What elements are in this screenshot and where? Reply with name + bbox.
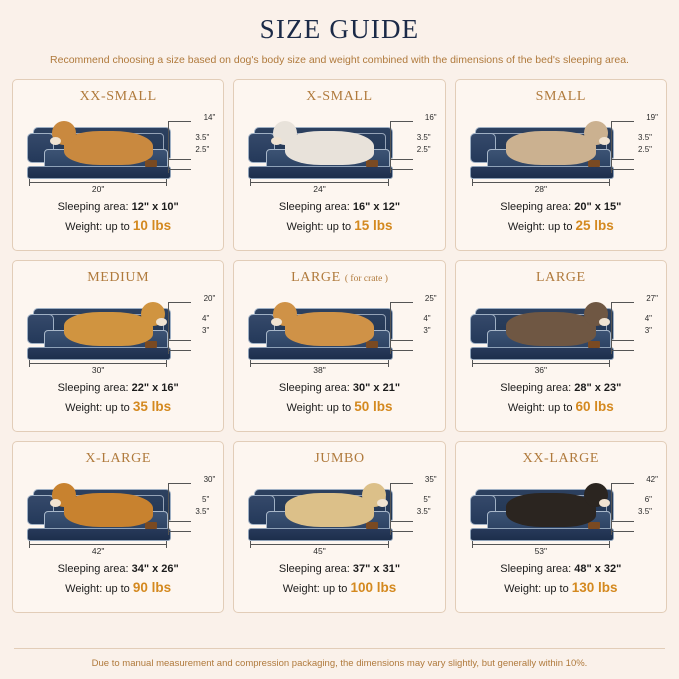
- size-card-title: [462, 89, 660, 105]
- weight-upto: up to: [105, 220, 130, 233]
- size-name: X-LARGE: [85, 450, 151, 466]
- dog-snout: [271, 137, 282, 145]
- height-tick-mid: [612, 159, 634, 160]
- height-tick-top: [391, 483, 413, 484]
- dim-cushion-height: 4": [202, 313, 210, 323]
- height-tick-top: [612, 302, 634, 303]
- size-card: [455, 260, 667, 432]
- size-card-specs: [19, 561, 217, 599]
- weight-upto: up to: [326, 220, 352, 233]
- sleeping-area-value: 20" x 15": [574, 200, 622, 213]
- size-name: SMALL: [535, 88, 587, 104]
- height-tick-bottom: [391, 531, 413, 532]
- dog-snout: [156, 318, 167, 326]
- dog-snout: [377, 499, 388, 507]
- sleeping-area-label: Sleeping area:: [500, 562, 572, 575]
- height-tick-mid: [612, 521, 634, 522]
- height-tick-top: [612, 121, 634, 122]
- size-name: JUMBO: [314, 450, 365, 466]
- dim-backrest-height: 25": [424, 293, 437, 303]
- weight-value: 10 lbs: [132, 217, 172, 233]
- size-name: LARGE: [535, 269, 586, 285]
- weight-upto: up to: [544, 582, 569, 595]
- sleeping-area-value: 34" x 26": [131, 562, 179, 575]
- size-card-title: [19, 451, 217, 467]
- brand-tag: [145, 522, 157, 529]
- bed-base: [248, 347, 392, 360]
- size-card-title: [240, 270, 438, 286]
- dim-width: 24": [313, 183, 326, 194]
- size-name: LARGE: [291, 269, 341, 285]
- height-guide-line: [168, 483, 169, 535]
- height-tick-bottom: [169, 169, 191, 170]
- bed-base: [27, 347, 171, 360]
- dim-cushion-height: 4": [644, 313, 652, 323]
- width-guide-line: [472, 363, 610, 364]
- dim-width: 42": [91, 545, 105, 556]
- size-card-title: [240, 451, 438, 467]
- height-tick-bottom: [169, 350, 191, 351]
- sleeping-area-label: Sleeping area:: [57, 562, 129, 575]
- dim-cushion-height: 3.5": [416, 132, 431, 142]
- weight-row: [240, 397, 438, 418]
- height-tick-mid: [169, 159, 191, 160]
- weight-upto: up to: [105, 582, 130, 595]
- height-guide-line: [390, 302, 391, 354]
- height-tick-bottom: [612, 531, 634, 532]
- footnote: Due to manual measurement and compression packaging, the dimensions may vary slightly, but generally within 10%.: [91, 658, 588, 669]
- dog-photo: [285, 493, 374, 527]
- weight-label: Weight:: [507, 401, 545, 414]
- dim-base-height: 2.5": [195, 144, 210, 154]
- width-guide-line: [472, 182, 610, 183]
- weight-label: Weight:: [286, 220, 324, 233]
- bed-illustration: [21, 469, 215, 557]
- bed-illustration: [464, 288, 658, 376]
- dim-backrest-height: 20": [203, 293, 216, 303]
- height-tick-top: [612, 483, 634, 484]
- height-guide-line: [168, 121, 169, 173]
- dim-base-height: 3.5": [416, 506, 431, 516]
- bed-base: [248, 528, 392, 541]
- size-card-specs: [240, 380, 438, 418]
- height-tick-mid: [391, 159, 413, 160]
- dog-snout: [271, 318, 282, 326]
- width-guide-line: [29, 363, 167, 364]
- size-card-specs: [240, 561, 438, 599]
- height-tick-mid: [391, 340, 413, 341]
- weight-label: Weight:: [65, 582, 103, 595]
- bed-base: [248, 166, 392, 179]
- height-guide-line: [168, 302, 169, 354]
- brand-tag: [588, 522, 600, 529]
- height-tick-mid: [391, 521, 413, 522]
- weight-row: [19, 397, 217, 418]
- size-card-specs: [19, 199, 217, 237]
- height-tick-bottom: [169, 531, 191, 532]
- weight-label: Weight:: [504, 582, 542, 595]
- size-card-grid: [12, 79, 667, 613]
- weight-label: Weight:: [65, 401, 103, 414]
- width-guide-line: [29, 182, 167, 183]
- dim-width: 38": [313, 364, 326, 375]
- sleeping-area-value: 22" x 16": [131, 381, 179, 394]
- bed-illustration: [21, 107, 215, 195]
- dim-cushion-height: 5": [202, 494, 210, 504]
- height-tick-mid: [169, 521, 191, 522]
- dim-backrest-height: 30": [203, 474, 216, 484]
- dim-width: 53": [534, 545, 548, 556]
- dim-base-height: 3.5": [638, 506, 652, 516]
- sleeping-area-row: [240, 380, 438, 397]
- brand-tag: [366, 522, 378, 529]
- dim-cushion-height: 5": [423, 494, 431, 504]
- height-tick-mid: [612, 340, 634, 341]
- height-tick-bottom: [612, 169, 634, 170]
- size-card-specs: [240, 199, 438, 237]
- weight-value: 35 lbs: [132, 398, 172, 414]
- brand-tag: [366, 341, 378, 348]
- sleeping-area-row: [240, 199, 438, 216]
- height-tick-bottom: [391, 169, 413, 170]
- dim-backrest-height: 14": [203, 112, 216, 122]
- size-name: XX-LARGE: [522, 450, 599, 466]
- sleeping-area-label: Sleeping area:: [278, 200, 350, 213]
- height-tick-top: [169, 483, 191, 484]
- sleeping-area-label: Sleeping area:: [278, 381, 350, 394]
- bed-base: [470, 347, 614, 360]
- size-card: [12, 79, 224, 251]
- dog-photo: [285, 312, 374, 346]
- dog-snout: [50, 499, 61, 507]
- size-name: XX-SMALL: [79, 88, 157, 104]
- dog-photo: [64, 131, 153, 165]
- sleeping-area-label: Sleeping area:: [278, 562, 350, 575]
- size-card: [12, 441, 224, 613]
- sleeping-area-value: 30" x 21": [352, 381, 401, 394]
- weight-row: [462, 397, 660, 418]
- size-name: X-SMALL: [306, 88, 373, 104]
- size-card-title: [19, 89, 217, 105]
- size-note: ( for crate ): [344, 273, 388, 284]
- sleeping-area-row: [19, 199, 217, 216]
- dim-backrest-height: 27": [646, 293, 658, 303]
- dim-base-height: 2.5": [416, 144, 431, 154]
- dim-backrest-height: 19": [646, 112, 658, 122]
- width-guide-line: [29, 544, 167, 545]
- sleeping-area-value: 48" x 32": [574, 562, 622, 575]
- weight-row: [462, 216, 660, 237]
- size-card-title: [462, 270, 660, 286]
- dog-photo: [506, 493, 595, 527]
- size-card-title: [462, 451, 660, 467]
- sleeping-area-label: Sleeping area:: [57, 381, 129, 394]
- dog-snout: [599, 499, 610, 507]
- size-card-specs: [462, 380, 660, 418]
- height-guide-line: [611, 483, 612, 535]
- dog-photo: [64, 493, 153, 527]
- weight-row: [19, 578, 217, 599]
- height-guide-line: [611, 121, 612, 173]
- dim-width: 30": [91, 364, 105, 375]
- weight-label: Weight:: [507, 220, 545, 233]
- dim-base-height: 3": [423, 325, 431, 335]
- sleeping-area-row: [240, 561, 438, 578]
- bed-illustration: [464, 107, 658, 195]
- bed-base: [27, 528, 171, 541]
- height-guide-line: [390, 483, 391, 535]
- dog-photo: [506, 312, 595, 346]
- weight-value: 90 lbs: [132, 579, 172, 595]
- dim-backrest-height: 16": [424, 112, 437, 122]
- dim-backrest-height: 42": [646, 474, 658, 484]
- brand-tag: [366, 160, 378, 167]
- dim-base-height: 2.5": [638, 144, 652, 154]
- bed-illustration: [21, 288, 215, 376]
- sleeping-area-label: Sleeping area:: [500, 381, 572, 394]
- sleeping-area-value: 37" x 31": [352, 562, 401, 575]
- sleeping-area-value: 12" x 10": [131, 200, 179, 213]
- weight-row: [240, 578, 438, 599]
- size-card: [233, 79, 445, 251]
- height-tick-top: [391, 302, 413, 303]
- width-guide-line: [472, 544, 610, 545]
- height-tick-top: [169, 302, 191, 303]
- height-tick-top: [391, 121, 413, 122]
- dog-photo: [285, 131, 374, 165]
- weight-label: Weight:: [286, 401, 324, 414]
- bed-base: [27, 166, 171, 179]
- weight-value: 100 lbs: [350, 579, 397, 595]
- dog-photo: [506, 131, 595, 165]
- dim-base-height: 3": [644, 325, 652, 335]
- weight-value: 15 lbs: [354, 217, 393, 233]
- dim-width: 28": [534, 183, 548, 194]
- dog-snout: [599, 318, 610, 326]
- sleeping-area-label: Sleeping area:: [500, 200, 572, 213]
- height-tick-mid: [169, 340, 191, 341]
- weight-row: [240, 216, 438, 237]
- sleeping-area-row: [462, 380, 660, 397]
- brand-tag: [145, 341, 157, 348]
- size-card-specs: [462, 199, 660, 237]
- weight-upto: up to: [105, 401, 130, 414]
- dim-cushion-height: 4": [423, 313, 431, 323]
- dim-base-height: 3.5": [195, 506, 210, 516]
- size-card: [455, 441, 667, 613]
- weight-row: [19, 216, 217, 237]
- sleeping-area-row: [19, 561, 217, 578]
- dim-base-height: 3": [202, 325, 210, 335]
- width-guide-line: [250, 363, 388, 364]
- bed-illustration: [242, 107, 436, 195]
- sleeping-area-label: Sleeping area:: [57, 200, 129, 213]
- page-title: SIZE GUIDE: [259, 14, 420, 44]
- weight-value: 130 lbs: [571, 579, 618, 595]
- weight-value: 50 lbs: [354, 398, 393, 414]
- bed-base: [470, 166, 614, 179]
- sleeping-area-row: [462, 561, 660, 578]
- dim-cushion-height: 3.5": [195, 132, 210, 142]
- dog-snout: [599, 137, 610, 145]
- size-card: [455, 79, 667, 251]
- weight-value: 25 lbs: [575, 217, 614, 233]
- brand-tag: [588, 160, 600, 167]
- size-card: [233, 441, 445, 613]
- height-tick-bottom: [391, 350, 413, 351]
- height-tick-top: [169, 121, 191, 122]
- sleeping-area-value: 16" x 12": [352, 200, 401, 213]
- sleeping-area-row: [19, 380, 217, 397]
- dog-snout: [50, 137, 61, 145]
- weight-row: [462, 578, 660, 599]
- weight-upto: up to: [322, 582, 348, 595]
- sleeping-area-row: [462, 199, 660, 216]
- weight-value: 60 lbs: [575, 398, 614, 414]
- dim-width: 36": [534, 364, 548, 375]
- bed-illustration: [242, 469, 436, 557]
- bed-illustration: [464, 469, 658, 557]
- weight-label: Weight:: [282, 582, 320, 595]
- brand-tag: [588, 341, 600, 348]
- height-guide-line: [611, 302, 612, 354]
- dim-cushion-height: 3.5": [638, 132, 652, 142]
- dog-photo: [64, 312, 153, 346]
- size-card: [12, 260, 224, 432]
- bed-base: [470, 528, 614, 541]
- size-card: [233, 260, 445, 432]
- bed-illustration: [242, 288, 436, 376]
- dim-width: 20": [91, 183, 105, 194]
- weight-upto: up to: [547, 220, 573, 233]
- sleeping-area-value: 28" x 23": [574, 381, 622, 394]
- brand-tag: [145, 160, 157, 167]
- size-card-specs: [462, 561, 660, 599]
- dim-width: 45": [313, 545, 326, 556]
- weight-upto: up to: [547, 401, 573, 414]
- dim-backrest-height: 35": [424, 474, 437, 484]
- weight-label: Weight:: [65, 220, 103, 233]
- height-guide-line: [390, 121, 391, 173]
- width-guide-line: [250, 182, 388, 183]
- size-card-specs: [19, 380, 217, 418]
- height-tick-bottom: [612, 350, 634, 351]
- width-guide-line: [250, 544, 388, 545]
- size-card-title: [240, 89, 438, 105]
- size-name: MEDIUM: [87, 269, 150, 285]
- footer-divider: [14, 648, 665, 649]
- dim-cushion-height: 6": [644, 494, 652, 504]
- weight-upto: up to: [326, 401, 352, 414]
- size-card-title: [19, 270, 217, 286]
- page-subtitle: Recommend choosing a size based on dog's body size and weight combined with the dimensions of the bed's sleeping area.: [50, 54, 629, 66]
